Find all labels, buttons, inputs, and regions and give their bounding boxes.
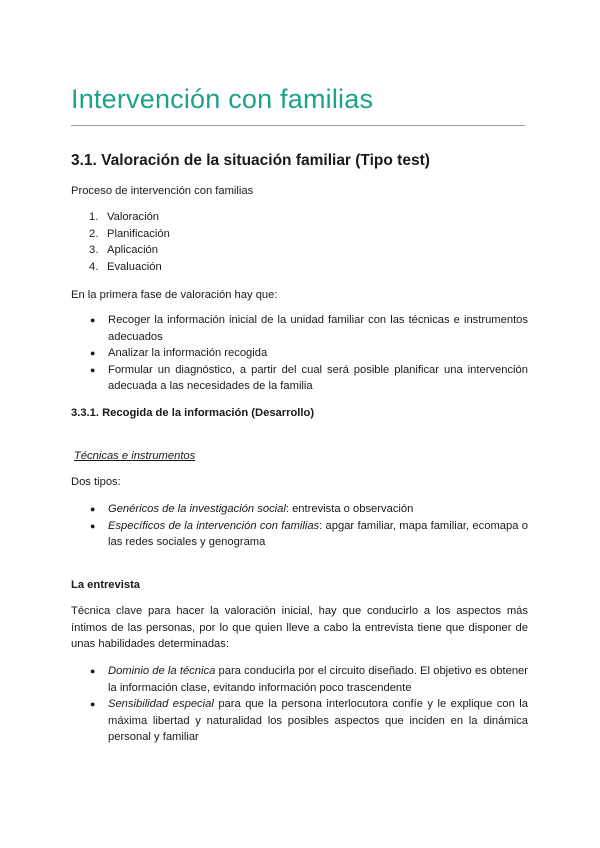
phase-list	[71, 312, 528, 395]
skills-list	[71, 663, 528, 746]
list-item: 4. Evaluación	[89, 260, 162, 273]
phase-intro: En la primera fase de valoración hay que:	[71, 289, 278, 301]
page-title: Intervención con familias	[71, 84, 374, 114]
steps-list	[71, 209, 528, 275]
list-item: 3. Aplicación	[89, 244, 158, 256]
list-item: ● Formular un diagnóstico, a partir del cual será posible planificar una intervención adecuada a las necesidades de la familia	[90, 363, 528, 392]
tools-heading: Técnicas e instrumentos	[74, 450, 196, 462]
list-item: 1. Valoración	[89, 211, 160, 223]
list-item: ● Analizar la información recogida	[90, 347, 268, 359]
title-divider	[71, 125, 525, 126]
list-item: ● Dominio de la técnica para conducirla por el circuito diseñado. El objetivo es obtener la información clase, evitando información poco trascendente	[90, 665, 528, 694]
types-list	[71, 501, 528, 551]
types-label: Dos tipos:	[71, 476, 121, 488]
subsection-heading: 3.3.1. Recogida de la información (Desarrollo)	[71, 407, 315, 419]
list-item: ● Recoger la información inicial de la unidad familiar con las técnicas e instrumentos adecuados	[90, 314, 528, 343]
interview-heading: La entrevista	[71, 579, 141, 591]
interview-text: Técnica clave para hacer la valoración inicial, hay que conducirlo a los aspectos más íntimos de las personas, por lo que quien lleve a cabo la entrevista tiene que disponer de unas habilidades determinadas:	[71, 605, 528, 650]
list-item: ● Genéricos de la investigación social: entrevista o observación	[90, 503, 414, 515]
list-item: ● Sensibilidad especial para que la persona interlocutora confíe y le explique con la máxima libertad y naturalidad los posibles aspectos que inciden en la dinámica personal y familiar	[90, 698, 529, 743]
section-heading: 3.1. Valoración de la situación familiar (Tipo test)	[71, 152, 430, 169]
intro-text: Proceso de intervención con familias	[71, 185, 254, 197]
list-item: ● Específicos de la intervención con familias: apgar familiar, mapa familiar, ecomapa o las redes sociales y genograma	[90, 519, 528, 548]
list-item: 2. Planificación	[89, 227, 170, 240]
